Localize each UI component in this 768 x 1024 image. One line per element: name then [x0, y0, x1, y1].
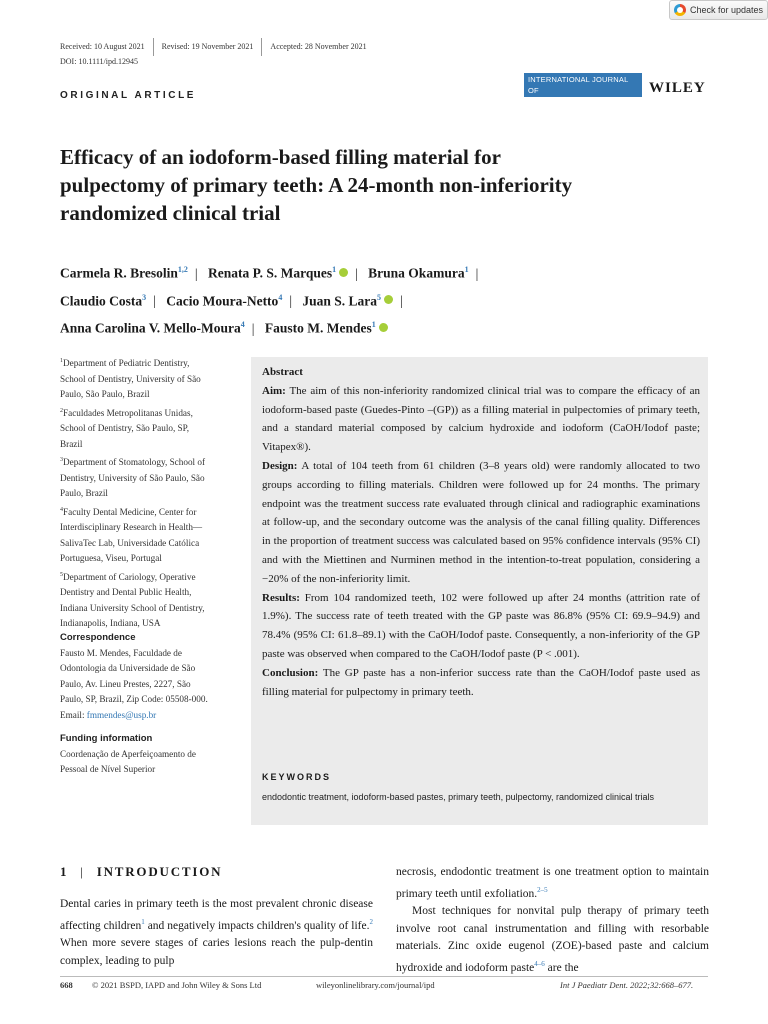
affil-line: Department of Cariology, Operative [63, 571, 196, 582]
author-affil: 4 [278, 292, 283, 302]
funding-information [60, 731, 235, 778]
affil-line: Dentistry, University of São Paulo, São [60, 472, 205, 483]
affil-line: SalivaTec Lab, Universidade Católica [60, 537, 200, 548]
funding-line: Pessoal de Nível Superior [60, 764, 156, 774]
author-affil: 1,2 [177, 265, 188, 274]
section-heading: 1 | INTRODUCTION [60, 864, 223, 879]
affil-line: Indianapolis, Indiana, USA [60, 618, 161, 629]
affil-line: Brazil [60, 438, 83, 449]
affiliation [60, 354, 235, 403]
orcid-icon[interactable] [339, 268, 348, 277]
author-line: Anna Carolina V. Mello-Moura$^4$ | Fausto M. Mendes$^1$ [60, 313, 660, 341]
journal-url[interactable]: wileyonlinelibrary.com/journal/ipd [316, 980, 435, 990]
conclusion-label: Conclusion: [262, 666, 319, 679]
accepted-date: Accepted: 28 November 2021 [270, 41, 367, 51]
correspondence-line: Fausto M. Mendes, Faculdade de [60, 647, 182, 658]
title-line: Efficacy of an iodoform-based filling material for [60, 145, 501, 169]
author-name[interactable]: Renata P. S. Marques [207, 265, 333, 281]
email-label: Email: [60, 709, 87, 720]
page-number: 668 [60, 980, 73, 990]
abstract-heading: Abstract [262, 366, 303, 378]
affil-line: School of Dentistry, University of São [60, 373, 201, 384]
author-name[interactable]: Carmela R. Bresolin [60, 265, 178, 281]
author-line: Claudio Costa$^3$ | Cacio Moura-Netto$^4$ | Juan S. Lara$^5$ | [60, 292, 403, 308]
aim-text: The aim of this non-inferiority randomized clinical trial was to compare the efficacy of an iodoform-based paste (Guedes-Pinto –(GP)) as a filling material in pulpectomies of primary teeth, and a standard material composed by calcium hydroxide and iodoform (CaOH/Iodof paste; Vitapex®). [262, 384, 700, 454]
author-name[interactable]: Claudio Costa [60, 293, 143, 308]
affil-number: 3 [60, 457, 63, 464]
affil-number: 5 [60, 571, 63, 578]
design-label: Design: [262, 459, 298, 472]
affil-line: Interdisciplinary Research in Health— [60, 522, 203, 533]
keywords-heading: KEYWORDS [262, 772, 332, 782]
body-text: Most techniques for nonvital pulp therapy of primary teeth involve root canal instrumentation and filling with resorbable materials. Zinc oxide eugenol (ZOE)-based paste and calcium hydroxide and iodoform paste [396, 905, 709, 974]
body-text: necrosis, endodontic treatment is one treatment option to maintain primary teeth until exfoliation. [396, 866, 709, 900]
affil-line: School of Dentistry, São Paulo, SP, [60, 423, 190, 434]
received-date: Received: 10 August 2021 [60, 41, 145, 51]
affiliation [60, 503, 235, 567]
keywords: endodontic treatment, iodoform-based pastes, primary teeth, pulpectomy, randomized clinical trials [262, 792, 655, 802]
check-for-updates-button[interactable] [669, 0, 768, 20]
affil-line: Department of Stomatology, School of [63, 457, 206, 468]
author-affil: 1 [371, 320, 376, 329]
intro-right-column [396, 864, 709, 977]
affil-number: 1 [60, 358, 63, 364]
author-affil: 1 [332, 265, 337, 274]
title-line: pulpectomy of primary teeth: A 24-month non-inferiority [60, 173, 573, 197]
affil-line: Indiana University School of Dentistry, [60, 602, 205, 613]
intro-left-column [60, 896, 373, 970]
doi: DOI: 10.1111/ipd.12945 [60, 57, 138, 66]
affil-line: Department of Pediatric Dentistry, [63, 358, 190, 369]
author-name[interactable]: Cacio Moura-Netto [166, 293, 279, 308]
affil-number: 4 [60, 506, 63, 513]
body-text: and negatively impacts children's quality of life. [144, 919, 370, 932]
publisher-logo: WILEY [649, 80, 706, 96]
affiliation [60, 453, 235, 502]
correspondence-heading: Correspondence [60, 632, 136, 643]
citation-link[interactable]: 2 [369, 917, 373, 926]
results-label: Results: [262, 591, 300, 604]
affil-number: 2 [60, 407, 63, 414]
journal-logo [524, 73, 642, 118]
abstract-design [262, 457, 700, 589]
article-dates [60, 38, 367, 56]
journal-logo-line1: INTERNATIONAL JOURNAL OF [528, 75, 629, 95]
design-text: A total of 104 teeth from 61 children (3–8 years old) were randomly allocated to two groups according to filling materials. Children were followed up for 24 months. The primary endpoint was the treatment success rate evaluated through clinical and radiographic examinations at follow-up, and the secondary outcome was the analysis of the canal filling quality. Differences in the proportion of treatment success was calculated based on 95% confidence intervals (95% CI) and with the Miettinen and Nurminen method in the intention-to-treat population, considering a −20% of the non-inferiority limit. [262, 459, 700, 585]
affil-line: Faculdades Metropolitanas Unidas, [63, 407, 193, 418]
author-name[interactable]: Juan S. Lara [302, 293, 378, 308]
affil-line: Portuguesa, Viseu, Portugal [60, 553, 162, 564]
conclusion-text: The GP paste has a non-inferior success rate than the CaOH/Iodof paste used as filling material for pulpectomy in primary teeth. [262, 666, 700, 698]
article-title [60, 143, 700, 227]
orcid-icon[interactable] [379, 323, 388, 332]
body-text: are the [544, 961, 579, 974]
author-name[interactable]: Bruna Okamura [368, 265, 465, 281]
author-affil: 3 [142, 292, 147, 302]
funding-line: Coordenação de Aperfeiçoamento de [60, 748, 196, 759]
affil-line: Faculty Dental Medicine, Center for [63, 506, 197, 517]
author-name[interactable]: Fausto M. Mendes [264, 320, 372, 336]
author-affil: 5 [377, 292, 382, 302]
abstract-results [262, 589, 700, 664]
citation-link[interactable]: 4–6 [534, 959, 545, 968]
citation-link[interactable]: 1 [141, 917, 145, 926]
correspondence-line: Paulo, Av. Lineu Prestes, 2227, São [60, 678, 191, 689]
correspondence-line: Odontologia da Universidade de São [60, 663, 196, 673]
affil-line: Dentistry and Dental Public Health, [60, 587, 192, 598]
author-affil: 1 [464, 265, 469, 274]
copyright: © 2021 BSPD, IAPD and John Wiley & Sons Ltd [92, 980, 262, 990]
author-list [60, 258, 660, 341]
revised-date: Revised: 19 November 2021 [161, 41, 254, 51]
affiliation [60, 568, 235, 632]
affiliations [60, 354, 235, 632]
orcid-icon[interactable] [384, 295, 393, 304]
aim-label: Aim: [262, 384, 286, 397]
abstract-aim [262, 382, 700, 457]
title-line: randomized clinical trial [60, 201, 281, 225]
correspondence [60, 630, 235, 723]
journal-logo-line2: PAEDIATRIC DENTISTRY [528, 96, 585, 118]
abstract-conclusion [262, 664, 700, 702]
section-number: 1 [60, 864, 69, 879]
author-name[interactable]: Anna Carolina V. Mello-Moura [60, 320, 241, 336]
author-affil: 4 [240, 320, 245, 329]
crossmark-icon [674, 4, 686, 16]
affil-line: Paulo, São Paulo, Brazil [60, 389, 150, 400]
check-for-updates-label: Check for updates [690, 5, 764, 15]
article-type: ORIGINAL ARTICLE [60, 90, 197, 101]
footer-divider [60, 976, 708, 977]
abstract [262, 363, 700, 701]
citation-link[interactable]: 2–5 [537, 885, 548, 894]
affil-line: Paulo, Brazil [60, 488, 108, 499]
email-link[interactable]: fmmendes@usp.br [86, 709, 157, 720]
results-text: From 104 randomized teeth, 102 were followed up after 24 months (attrition rate of 1.9%). The success rate of teeth treated with the GP paste was 86.8% (95% CI: 69.9–94.9) and 78.4% (95% CI: 61.8–89.1) with the CaOH/Iodof paste. Consequently, a non-inferiority of the GP paste was observed when compared to the CaOH/Iodof paste (P < .001). [262, 591, 701, 660]
body-text: When more severe stages of caries lesions reach the pulp-dentin complex, leading to pulp [60, 937, 373, 967]
citation: Int J Paediatr Dent. 2022;32:668–677. [560, 980, 694, 990]
funding-heading: Funding information [60, 733, 153, 744]
section-title: INTRODUCTION [96, 864, 223, 879]
author-line: Carmela R. Bresolin$^{1,2}$ | Renata P. S. Marques$^1$ | Bruna Okamura$^1$ | [60, 265, 479, 281]
body-text: Dental caries in primary teeth is the most prevalent chronic disease affecting children [60, 898, 373, 932]
correspondence-line: Paulo, SP, Brazil, Zip Code: 05508-000. [60, 694, 208, 704]
affiliation [60, 404, 235, 453]
